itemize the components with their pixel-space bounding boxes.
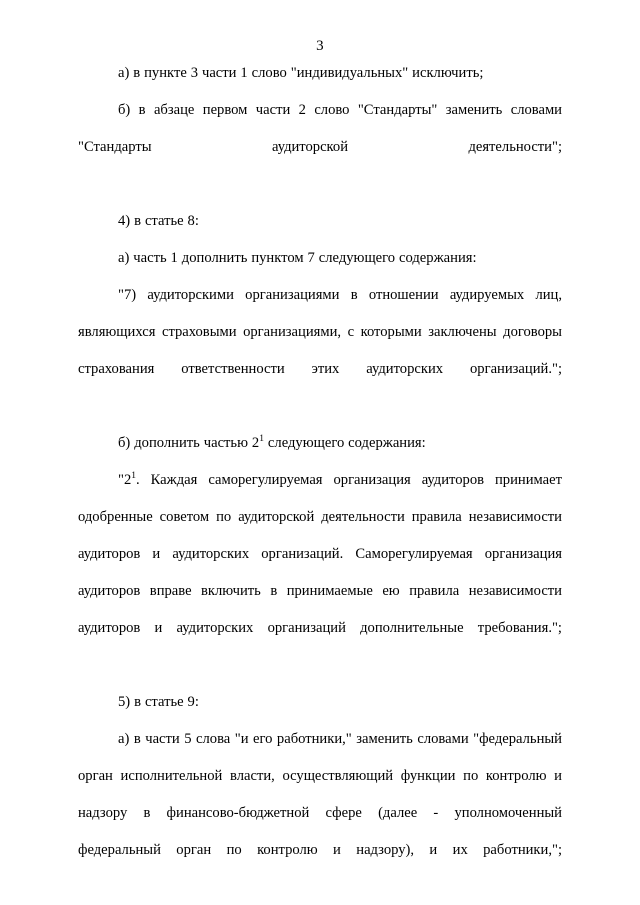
superscript: 1 [259,434,264,445]
paragraph-text-before: "2 [118,472,132,488]
paragraph: б) в абзаце первом части 2 слово "Стандарты" заменить словами "Стандарты аудиторской деятельности"; [78,102,562,155]
paragraph: а) в части 5 слова "и его работники," заменить словами "федеральный орган исполнительной власти, осуществляющий функции по контролю и надзору в финансово-бюджетной сфере (далее - уполномоченный федеральный орган по контролю и надзору), и их работники,"; [78,731,562,858]
paragraph-text-after: следующего содержания: [263,435,426,451]
paragraph: "7) аудиторскими организациями в отношении аудируемых лиц, являющихся страховыми организациями, с которыми заключены договоры страхования ответственности этих аудиторских организаций."; [78,287,562,377]
document-body [0,55,640,905]
paragraph [78,425,562,462]
superscript: 1 [131,471,137,482]
paragraph: 4) в статье 8: [118,213,199,229]
page-number: 3 [316,38,324,54]
paragraph: а) часть 1 дополнить пунктом 7 следующего содержания: [118,250,477,266]
paragraph: 5) в статье 9: [118,694,199,710]
paragraph-text-after: . Каждая саморегулируемая организация аудиторов принимает одобренные советом по аудиторской деятельности правила независимости аудиторов и аудиторских организаций. Саморегулируемая организация аудиторов вправе включить в принимаемые ею правила независимости аудиторов и аудиторских организаций дополнительные требования."; [78,472,562,636]
paragraph: а) в пункте 3 части 1 слово "индивидуальных" исключить; [118,65,484,81]
paragraph-text-before: б) дополнить частью 2 [118,435,260,451]
paragraph [78,462,562,684]
